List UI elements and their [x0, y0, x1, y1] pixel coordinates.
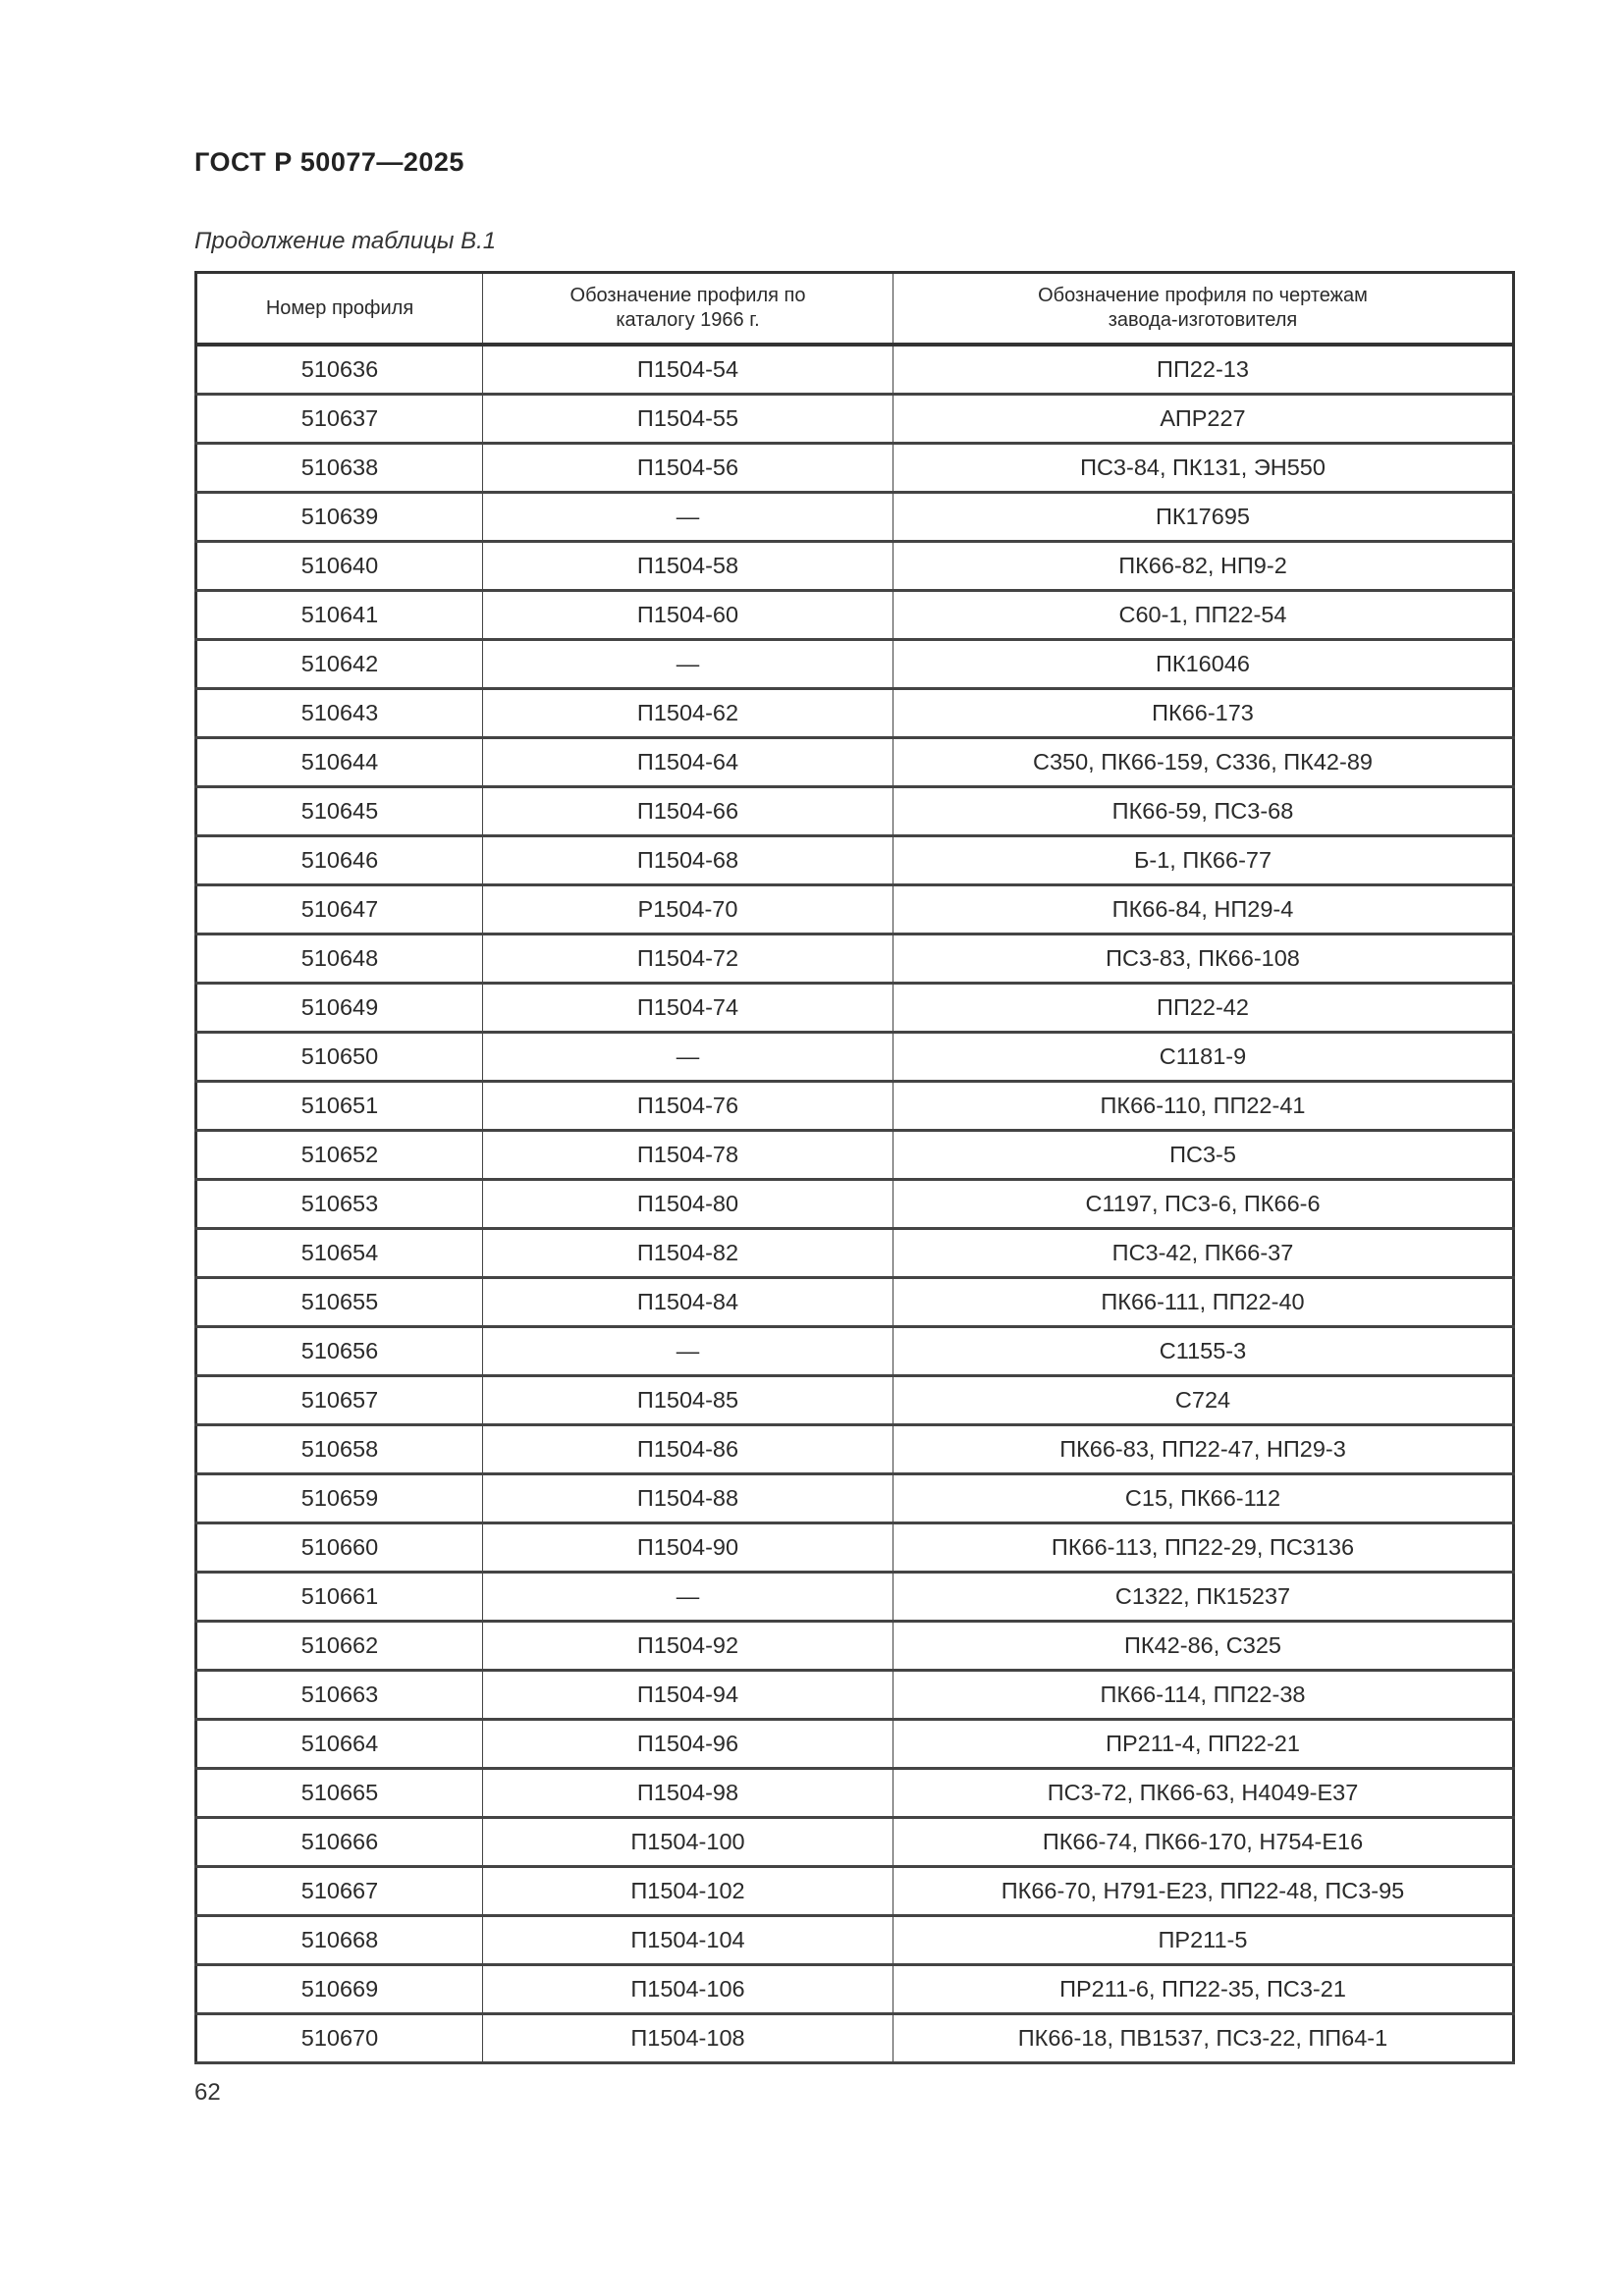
- cell-profile-number: 510668: [196, 1916, 483, 1965]
- cell-factory-designation: ПС3-42, ПК66-37: [893, 1229, 1514, 1278]
- cell-factory-designation: ПР211-4, ПП22-21: [893, 1720, 1514, 1769]
- page-number: 62: [194, 2079, 221, 2106]
- cell-catalog-designation: П1504-84: [483, 1278, 893, 1327]
- cell-profile-number: 510663: [196, 1671, 483, 1720]
- cell-profile-number: 510640: [196, 542, 483, 591]
- cell-catalog-designation: П1504-74: [483, 984, 893, 1033]
- cell-factory-designation: С1197, ПС3-6, ПК66-6: [893, 1180, 1514, 1229]
- table-caption: Продолжение таблицы В.1: [194, 228, 497, 254]
- cell-factory-designation: ПК66-84, НП29-4: [893, 885, 1514, 934]
- cell-catalog-designation: П1504-68: [483, 836, 893, 885]
- cell-profile-number: 510660: [196, 1523, 483, 1573]
- table-row: [196, 542, 1514, 591]
- cell-catalog-designation: П1504-56: [483, 444, 893, 493]
- cell-profile-number: 510662: [196, 1622, 483, 1671]
- cell-factory-designation: ПК66-111, ПП22-40: [893, 1278, 1514, 1327]
- cell-catalog-designation: П1504-86: [483, 1425, 893, 1474]
- cell-catalog-designation: П1504-72: [483, 934, 893, 984]
- cell-catalog-designation: —: [483, 640, 893, 689]
- column-header-catalog-designation: Обозначение профиля по каталогу 1966 г.: [483, 273, 893, 346]
- cell-catalog-designation: П1504-60: [483, 591, 893, 640]
- cell-profile-number: 510655: [196, 1278, 483, 1327]
- cell-catalog-designation: Р1504-70: [483, 885, 893, 934]
- cell-profile-number: 510670: [196, 2014, 483, 2063]
- table-row: [196, 787, 1514, 836]
- cell-catalog-designation: П1504-54: [483, 345, 893, 395]
- table-row: [196, 1376, 1514, 1425]
- column-header-profile-number: Номер профиля: [196, 273, 483, 346]
- cell-profile-number: 510643: [196, 689, 483, 738]
- cell-factory-designation: ПС3-84, ПК131, ЭН550: [893, 444, 1514, 493]
- cell-factory-designation: ПК66-70, Н791-Е23, ПП22-48, ПС3-95: [893, 1867, 1514, 1916]
- cell-factory-designation: ПС3-83, ПК66-108: [893, 934, 1514, 984]
- cell-profile-number: 510646: [196, 836, 483, 885]
- table-row: [196, 689, 1514, 738]
- cell-factory-designation: С60-1, ПП22-54: [893, 591, 1514, 640]
- table-row: [196, 1033, 1514, 1082]
- cell-catalog-designation: П1504-92: [483, 1622, 893, 1671]
- cell-factory-designation: С1155-3: [893, 1327, 1514, 1376]
- cell-catalog-designation: П1504-80: [483, 1180, 893, 1229]
- cell-factory-designation: ПК66-82, НП9-2: [893, 542, 1514, 591]
- cell-factory-designation: ПП22-42: [893, 984, 1514, 1033]
- table-row: [196, 1867, 1514, 1916]
- cell-catalog-designation: —: [483, 1327, 893, 1376]
- cell-factory-designation: ПС3-5: [893, 1131, 1514, 1180]
- cell-profile-number: 510648: [196, 934, 483, 984]
- cell-profile-number: 510667: [196, 1867, 483, 1916]
- cell-catalog-designation: П1504-104: [483, 1916, 893, 1965]
- cell-profile-number: 510647: [196, 885, 483, 934]
- cell-catalog-designation: П1504-88: [483, 1474, 893, 1523]
- table-row: [196, 640, 1514, 689]
- cell-factory-designation: ПК66-110, ПП22-41: [893, 1082, 1514, 1131]
- table-row: [196, 591, 1514, 640]
- cell-factory-designation: С724: [893, 1376, 1514, 1425]
- table-row: [196, 1573, 1514, 1622]
- cell-profile-number: 510652: [196, 1131, 483, 1180]
- cell-catalog-designation: П1504-108: [483, 2014, 893, 2063]
- table-header-row: [196, 273, 1514, 346]
- table-row: [196, 345, 1514, 395]
- cell-factory-designation: С1181-9: [893, 1033, 1514, 1082]
- table-row: [196, 1916, 1514, 1965]
- cell-profile-number: 510641: [196, 591, 483, 640]
- cell-factory-designation: ПК66-113, ПП22-29, ПС3136: [893, 1523, 1514, 1573]
- cell-profile-number: 510658: [196, 1425, 483, 1474]
- table-row: [196, 1229, 1514, 1278]
- cell-factory-designation: С15, ПК66-112: [893, 1474, 1514, 1523]
- cell-profile-number: 510636: [196, 345, 483, 395]
- table-row: [196, 934, 1514, 984]
- cell-profile-number: 510661: [196, 1573, 483, 1622]
- table-row: [196, 395, 1514, 444]
- cell-catalog-designation: —: [483, 493, 893, 542]
- cell-factory-designation: ПК42-86, С325: [893, 1622, 1514, 1671]
- cell-catalog-designation: П1504-58: [483, 542, 893, 591]
- cell-factory-designation: ПК66-59, ПС3-68: [893, 787, 1514, 836]
- cell-catalog-designation: П1504-85: [483, 1376, 893, 1425]
- cell-profile-number: 510664: [196, 1720, 483, 1769]
- cell-factory-designation: ПК17695: [893, 493, 1514, 542]
- table-row: [196, 1082, 1514, 1131]
- table-row: [196, 1278, 1514, 1327]
- cell-catalog-designation: П1504-98: [483, 1769, 893, 1818]
- column-header-factory-designation: Обозначение профиля по чертежам завода-изготовителя: [893, 273, 1514, 346]
- cell-factory-designation: С1322, ПК15237: [893, 1573, 1514, 1622]
- table-row: [196, 1769, 1514, 1818]
- cell-profile-number: 510665: [196, 1769, 483, 1818]
- cell-catalog-designation: П1504-78: [483, 1131, 893, 1180]
- cell-profile-number: 510642: [196, 640, 483, 689]
- cell-profile-number: 510666: [196, 1818, 483, 1867]
- cell-profile-number: 510650: [196, 1033, 483, 1082]
- cell-catalog-designation: П1504-94: [483, 1671, 893, 1720]
- table-row: [196, 984, 1514, 1033]
- document-header: ГОСТ Р 50077—2025: [194, 147, 464, 177]
- cell-factory-designation: ПК66-114, ПП22-38: [893, 1671, 1514, 1720]
- cell-catalog-designation: П1504-76: [483, 1082, 893, 1131]
- cell-catalog-designation: П1504-106: [483, 1965, 893, 2014]
- cell-catalog-designation: П1504-102: [483, 1867, 893, 1916]
- cell-factory-designation: ПК16046: [893, 640, 1514, 689]
- cell-factory-designation: ПК66-74, ПК66-170, Н754-Е16: [893, 1818, 1514, 1867]
- cell-catalog-designation: П1504-66: [483, 787, 893, 836]
- table-row: [196, 1180, 1514, 1229]
- profiles-table: [194, 271, 1515, 2064]
- table-row: [196, 493, 1514, 542]
- cell-factory-designation: ПС3-72, ПК66-63, Н4049-Е37: [893, 1769, 1514, 1818]
- table-row: [196, 1131, 1514, 1180]
- cell-factory-designation: ПР211-5: [893, 1916, 1514, 1965]
- cell-factory-designation: ПР211-6, ПП22-35, ПС3-21: [893, 1965, 1514, 2014]
- table-row: [196, 1523, 1514, 1573]
- table-row: [196, 1720, 1514, 1769]
- cell-profile-number: 510654: [196, 1229, 483, 1278]
- cell-factory-designation: Б-1, ПК66-77: [893, 836, 1514, 885]
- cell-profile-number: 510638: [196, 444, 483, 493]
- cell-profile-number: 510657: [196, 1376, 483, 1425]
- table-row: [196, 444, 1514, 493]
- cell-catalog-designation: П1504-82: [483, 1229, 893, 1278]
- cell-factory-designation: АПР227: [893, 395, 1514, 444]
- cell-catalog-designation: П1504-62: [483, 689, 893, 738]
- table-row: [196, 1622, 1514, 1671]
- table-row: [196, 836, 1514, 885]
- cell-profile-number: 510656: [196, 1327, 483, 1376]
- cell-catalog-designation: П1504-55: [483, 395, 893, 444]
- table-row: [196, 1425, 1514, 1474]
- cell-catalog-designation: —: [483, 1573, 893, 1622]
- table-row: [196, 1965, 1514, 2014]
- table-row: [196, 1327, 1514, 1376]
- cell-profile-number: 510639: [196, 493, 483, 542]
- cell-profile-number: 510644: [196, 738, 483, 787]
- table-row: [196, 1818, 1514, 1867]
- cell-profile-number: 510659: [196, 1474, 483, 1523]
- table-row: [196, 885, 1514, 934]
- table-row: [196, 738, 1514, 787]
- cell-profile-number: 510637: [196, 395, 483, 444]
- cell-catalog-designation: П1504-90: [483, 1523, 893, 1573]
- table-body: [196, 345, 1514, 2063]
- table-row: [196, 1474, 1514, 1523]
- table-row: [196, 1671, 1514, 1720]
- cell-profile-number: 510653: [196, 1180, 483, 1229]
- table-row: [196, 2014, 1514, 2063]
- cell-factory-designation: ПК66-18, ПВ1537, ПС3-22, ПП64-1: [893, 2014, 1514, 2063]
- cell-catalog-designation: —: [483, 1033, 893, 1082]
- cell-factory-designation: ПП22-13: [893, 345, 1514, 395]
- cell-catalog-designation: П1504-64: [483, 738, 893, 787]
- cell-profile-number: 510649: [196, 984, 483, 1033]
- cell-factory-designation: С350, ПК66-159, С336, ПК42-89: [893, 738, 1514, 787]
- cell-factory-designation: ПК66-83, ПП22-47, НП29-3: [893, 1425, 1514, 1474]
- cell-profile-number: 510645: [196, 787, 483, 836]
- cell-catalog-designation: П1504-96: [483, 1720, 893, 1769]
- cell-factory-designation: ПК66-173: [893, 689, 1514, 738]
- cell-profile-number: 510669: [196, 1965, 483, 2014]
- cell-catalog-designation: П1504-100: [483, 1818, 893, 1867]
- cell-profile-number: 510651: [196, 1082, 483, 1131]
